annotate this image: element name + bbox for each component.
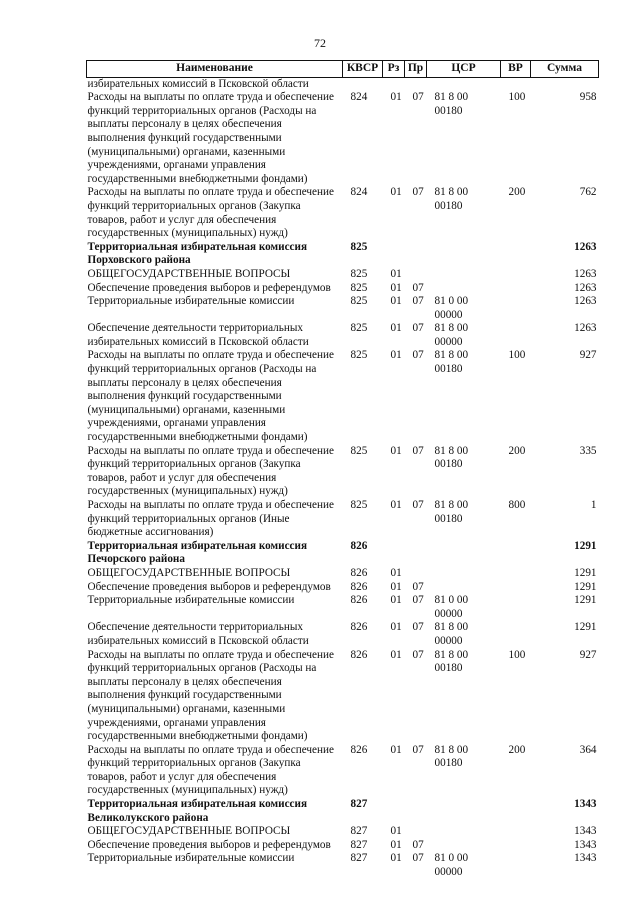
row-csr <box>427 241 501 268</box>
row-vr: 100 <box>508 91 526 104</box>
row-csr: 81 8 00 00180 <box>434 499 469 525</box>
row-rz: 01 <box>390 838 402 851</box>
row-vr <box>501 594 531 621</box>
row-pr <box>405 241 427 268</box>
row-rz: 01 <box>390 743 402 756</box>
table-row <box>87 186 599 240</box>
row-csr: 81 8 00 00180 <box>434 444 469 471</box>
row-sum: 1291 <box>574 539 597 552</box>
row-sum: 958 <box>579 91 597 104</box>
row-vr <box>501 268 531 282</box>
row-pr <box>405 77 427 91</box>
row-sum: 1343 <box>574 798 597 811</box>
row-pr: 07 <box>412 594 424 607</box>
row-sum: 1291 <box>574 566 597 579</box>
header-sum: Сумма <box>531 61 599 78</box>
header-pr: Пр <box>405 61 427 78</box>
header-kvsr: КВСР <box>343 61 383 78</box>
row-pr <box>405 567 427 581</box>
table-row <box>87 581 599 595</box>
row-name: ОБЩЕГОСУДАРСТВЕННЫЕ ВОПРОСЫ <box>87 267 291 280</box>
row-sum <box>531 77 599 91</box>
row-vr <box>501 825 531 839</box>
row-vr <box>501 852 531 879</box>
row-sum: 927 <box>579 648 597 661</box>
row-kvsr: 825 <box>350 444 368 457</box>
row-vr <box>501 798 531 825</box>
row-sum: 364 <box>579 743 597 756</box>
table-row <box>87 621 599 648</box>
row-pr: 07 <box>412 852 424 865</box>
row-sum: 1263 <box>574 240 597 253</box>
row-vr: 800 <box>508 499 526 511</box>
row-vr <box>501 839 531 853</box>
row-pr: 07 <box>412 281 424 294</box>
table-row <box>87 349 599 444</box>
row-pr <box>405 268 427 282</box>
row-pr <box>405 825 427 839</box>
row-sum: 1343 <box>574 825 597 838</box>
row-vr <box>501 621 531 648</box>
table-row <box>87 77 599 91</box>
row-sum: 1263 <box>574 322 597 335</box>
row-kvsr: 826 <box>350 539 368 552</box>
row-csr <box>427 839 501 853</box>
row-kvsr: 827 <box>350 825 368 838</box>
header-row <box>87 61 599 78</box>
row-pr: 07 <box>412 295 424 308</box>
row-csr: 81 8 00 00180 <box>434 743 469 770</box>
row-pr: 07 <box>412 91 424 104</box>
row-csr <box>427 77 501 91</box>
row-rz: 01 <box>390 648 402 661</box>
row-name: Обеспечение деятельности территориальных избирательных комиссий в Псковской области <box>87 322 309 348</box>
row-name: Обеспечение проведения выборов и референдумов <box>87 838 331 851</box>
table-row <box>87 295 599 322</box>
row-name: Обеспечение деятельности территориальных избирательных комиссий в Псковской области <box>87 621 309 647</box>
row-name: Расходы на выплаты по оплате труда и обеспечение функций территориальных органов (Закупка товаров, работ и услуг для обеспечения государственных (муниципальных) нужд) <box>87 743 334 797</box>
row-name: Территориальная избирательная комиссия Печорского района <box>87 539 307 566</box>
table-row-commission <box>87 798 599 825</box>
row-name: Обеспечение проведения выборов и референдумов <box>87 580 331 593</box>
table-header <box>87 61 599 78</box>
row-csr: 81 8 00 00180 <box>434 186 469 212</box>
row-csr <box>427 825 501 839</box>
row-name: ОБЩЕГОСУДАРСТВЕННЫЕ ВОПРОСЫ <box>87 566 291 579</box>
row-vr <box>501 241 531 268</box>
row-pr: 07 <box>412 322 424 335</box>
row-vr <box>501 77 531 91</box>
row-csr <box>427 268 501 282</box>
row-rz: 01 <box>390 295 402 308</box>
row-rz: 01 <box>390 499 402 511</box>
row-csr <box>427 567 501 581</box>
row-kvsr: 826 <box>350 743 368 756</box>
row-rz <box>383 77 405 91</box>
row-rz <box>383 798 405 825</box>
row-kvsr <box>343 77 383 91</box>
table-row <box>87 268 599 282</box>
table-row <box>87 91 599 186</box>
row-sum: 1343 <box>574 852 597 865</box>
row-vr: 200 <box>508 186 526 199</box>
table-row <box>87 594 599 621</box>
row-kvsr: 825 <box>350 499 368 511</box>
row-kvsr: 827 <box>350 838 368 851</box>
row-name: Расходы на выплаты по оплате труда и обеспечение функций территориальных органов (Расходы на выплаты персоналу в целях обеспечения выполнения функций государственными (муниципальными) органами, казенными учреждениями, органами управления государственными внебюджетными фондами) <box>87 349 334 444</box>
table-row <box>87 839 599 853</box>
row-pr: 07 <box>412 743 424 756</box>
table-row <box>87 282 599 296</box>
row-sum: 1291 <box>574 594 597 607</box>
row-name: Территориальные избирательные комиссии <box>87 594 295 607</box>
page-number: 72 <box>314 36 326 50</box>
row-vr <box>501 581 531 595</box>
table-row <box>87 744 599 798</box>
row-rz: 01 <box>390 566 402 579</box>
row-csr <box>427 540 501 567</box>
row-name: Расходы на выплаты по оплате труда и обеспечение функций территориальных органов (Иные бюджетные ассигнования) <box>87 499 334 539</box>
row-pr: 07 <box>412 186 424 199</box>
row-csr: 81 8 00 00180 <box>434 349 469 376</box>
row-name: Расходы на выплаты по оплате труда и обеспечение функций территориальных органов (Закупка товаров, работ и услуг для обеспечения государственных (муниципальных) нужд) <box>87 186 334 240</box>
row-sum: 1291 <box>574 621 597 634</box>
row-name: Территориальные избирательные комиссии <box>87 852 295 865</box>
row-csr <box>427 581 501 595</box>
row-rz: 01 <box>390 825 402 838</box>
row-sum: 1291 <box>574 580 597 593</box>
row-name: Расходы на выплаты по оплате труда и обеспечение функций территориальных органов (Расходы на выплаты персоналу в целях обеспечения выполнения функций государственными (муниципальными) органами, казенными учреждениями, органами управления государственными внебюджетными фондами) <box>87 91 334 185</box>
row-rz: 01 <box>390 444 402 457</box>
row-sum: 1343 <box>574 838 597 851</box>
row-csr: 81 8 00 00180 <box>434 648 469 675</box>
header-vr: ВР <box>501 61 531 78</box>
row-rz <box>383 241 405 268</box>
row-rz: 01 <box>390 322 402 335</box>
table-row <box>87 567 599 581</box>
row-vr <box>501 540 531 567</box>
row-rz: 01 <box>390 621 402 634</box>
row-rz: 01 <box>390 852 402 865</box>
row-sum: 1263 <box>574 281 597 294</box>
row-csr: 81 8 00 00000 <box>434 322 469 348</box>
row-pr: 07 <box>412 838 424 851</box>
row-kvsr: 825 <box>350 240 368 253</box>
row-vr: 200 <box>508 444 526 457</box>
row-kvsr: 827 <box>350 798 368 811</box>
row-rz: 01 <box>390 594 402 607</box>
row-csr <box>427 282 501 296</box>
row-sum: 927 <box>579 349 597 362</box>
row-rz: 01 <box>390 186 402 199</box>
header-csr: ЦСР <box>427 61 501 78</box>
row-name: Обеспечение проведения выборов и референдумов <box>87 281 331 294</box>
table-row-commission <box>87 241 599 268</box>
table-row <box>87 499 599 540</box>
table-row <box>87 825 599 839</box>
row-vr: 200 <box>508 743 526 756</box>
row-kvsr: 826 <box>350 580 368 593</box>
row-kvsr: 826 <box>350 648 368 661</box>
row-kvsr: 824 <box>350 186 368 199</box>
row-csr: 81 8 00 00000 <box>434 621 469 647</box>
table-row <box>87 649 599 744</box>
row-csr <box>427 798 501 825</box>
row-pr: 07 <box>412 580 424 593</box>
row-pr: 07 <box>412 499 424 511</box>
row-vr <box>501 322 531 349</box>
row-name: ОБЩЕГОСУДАРСТВЕННЫЕ ВОПРОСЫ <box>87 825 291 838</box>
row-kvsr: 825 <box>350 295 368 308</box>
row-sum: 1263 <box>574 267 597 280</box>
table-row <box>87 322 599 349</box>
row-kvsr: 827 <box>350 852 368 865</box>
budget-table <box>86 60 599 880</box>
row-kvsr: 824 <box>350 91 368 104</box>
table-body <box>87 77 599 880</box>
row-vr <box>501 295 531 322</box>
row-name: Расходы на выплаты по оплате труда и обеспечение функций территориальных органов (Закупка товаров, работ и услуг для обеспечения государственных (муниципальных) нужд) <box>87 444 334 498</box>
row-vr: 100 <box>508 648 526 661</box>
row-kvsr: 826 <box>350 621 368 634</box>
row-pr <box>405 540 427 567</box>
table-row <box>87 852 599 879</box>
table-row <box>87 445 599 499</box>
row-name: Территориальная избирательная комиссия Великолукского района <box>87 798 307 824</box>
row-pr: 07 <box>412 621 424 634</box>
row-rz: 01 <box>390 580 402 593</box>
row-kvsr: 825 <box>350 281 368 294</box>
row-rz <box>383 540 405 567</box>
row-kvsr: 825 <box>350 322 368 335</box>
row-vr: 100 <box>508 349 526 362</box>
header-name: Наименование <box>87 61 343 78</box>
row-name: Территориальные избирательные комиссии <box>87 295 295 308</box>
row-rz: 01 <box>390 91 402 104</box>
row-name: Территориальная избирательная комиссия Порховского района <box>87 240 307 267</box>
row-kvsr: 826 <box>350 566 368 579</box>
row-rz: 01 <box>390 267 402 280</box>
row-vr <box>501 282 531 296</box>
row-name: Расходы на выплаты по оплате труда и обеспечение функций территориальных органов (Расходы на выплаты персоналу в целях обеспечения выполнения функций государственными (муниципальными) органами, казенными учреждениями, органами управления государственными внебюджетными фондами) <box>87 648 334 743</box>
row-csr: 81 0 00 00000 <box>434 594 469 620</box>
row-pr <box>405 798 427 825</box>
row-kvsr: 825 <box>350 267 368 280</box>
row-sum: 335 <box>579 444 597 457</box>
row-sum: 1 <box>590 499 597 511</box>
row-rz: 01 <box>390 349 402 362</box>
row-kvsr: 826 <box>350 594 368 607</box>
row-pr: 07 <box>412 444 424 457</box>
row-csr: 81 8 00 00180 <box>434 91 469 117</box>
row-sum: 762 <box>579 186 597 199</box>
row-vr <box>501 567 531 581</box>
table-row-commission <box>87 540 599 567</box>
row-csr: 81 0 00 00000 <box>434 295 469 321</box>
row-rz: 01 <box>390 281 402 294</box>
row-sum: 1263 <box>574 295 597 308</box>
row-kvsr: 825 <box>350 349 368 362</box>
header-rz: Рз <box>383 61 405 78</box>
row-csr: 81 0 00 00000 <box>434 852 469 879</box>
row-name: избирательных комиссий в Псковской области <box>87 77 309 90</box>
row-pr: 07 <box>412 349 424 362</box>
row-pr: 07 <box>412 648 424 661</box>
